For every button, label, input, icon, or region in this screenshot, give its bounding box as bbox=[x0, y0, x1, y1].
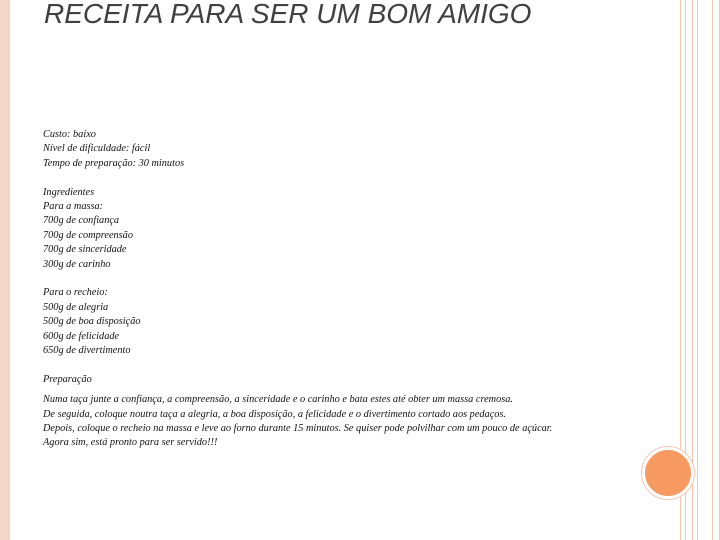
dough-item: 700g de sinceridade bbox=[43, 244, 127, 256]
cost-line: Custo: baixo bbox=[43, 129, 96, 140]
filling-item: 500g de alegria bbox=[43, 301, 109, 313]
preparation-step: Depois, coloque o recheio na massa e leve ao forno durante 15 minutos. Se quiser pode polvilhar com um pouco de açúcar. bbox=[43, 423, 553, 435]
dough-item: 300g de carinho bbox=[43, 258, 111, 270]
preparation-heading: Preparação bbox=[43, 373, 92, 385]
filling-item: 600g de felicidade bbox=[43, 330, 120, 342]
filling-item: 650g de divertimento bbox=[43, 345, 131, 357]
decorative-rail bbox=[712, 0, 720, 540]
dough-item: 700g de confiança bbox=[43, 215, 120, 227]
decorative-circle bbox=[642, 447, 694, 499]
slide-title: RECEITA PARA SER UM BOM AMIGO bbox=[44, 0, 532, 29]
recipe-body bbox=[43, 128, 623, 451]
filling-heading: Para o recheio: bbox=[43, 287, 108, 299]
preparation-step: De seguida, coloque noutra taça a alegria, a boa disposição, a felicidade e o divertimento cortado aos pedaços. bbox=[43, 408, 507, 420]
preparation-step: Numa taça junte a confiança, a compreensão, a sinceridade e o carinho e bata estes até obter um massa cremosa. bbox=[43, 394, 513, 406]
ingredients-heading: Ingredientes bbox=[43, 186, 95, 198]
difficulty-line: Nível de dificuldade: fácil bbox=[43, 143, 151, 155]
dough-item: 700g de compreensão bbox=[43, 229, 133, 241]
prep-time-line: Tempo de preparação: 30 minutos bbox=[43, 157, 185, 169]
left-accent-bar bbox=[0, 0, 10, 540]
decorative-rail bbox=[692, 0, 698, 540]
dough-heading: Para a massa: bbox=[43, 201, 104, 213]
filling-item: 500g de boa disposição bbox=[43, 316, 141, 328]
preparation-step: Agora sim, está pronto para ser servido!!! bbox=[43, 437, 218, 449]
